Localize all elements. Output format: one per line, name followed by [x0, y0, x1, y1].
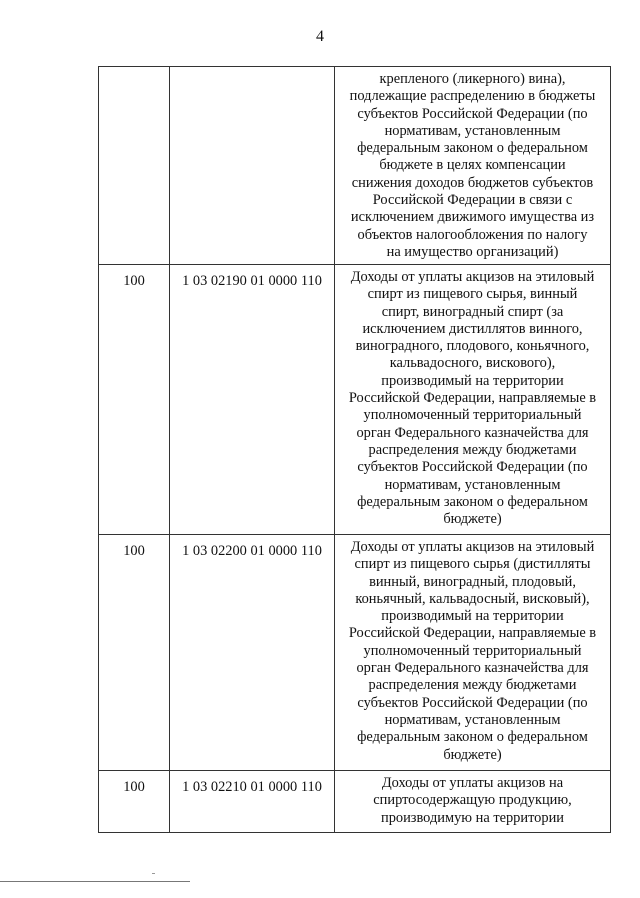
admin-code-cell [99, 535, 170, 771]
admin-code-cell [99, 771, 170, 833]
revenue-description: Доходы от уплаты акцизов на этиловый спирт из пищевого сырья, винный спирт, виноградный спирт (за исключением дистиллятов винного, виноградного, плодового, коньячного, кальвадосного, вискового), производимый на территории Российской Федерации, направляемые в уполномоченный территориальный орган Федерального казначейства для распределения между бюджетами субъектов Российской Федерации (по нормативам, установленным федеральным законом о федеральном бюджете) [348, 269, 597, 528]
budget-code-cell [170, 535, 335, 771]
description-cell [335, 535, 611, 771]
admin-code [99, 67, 169, 75]
revenue-description: Доходы от уплаты акцизов на спиртосодержащую продукцию, производимую на территории [373, 775, 572, 826]
budget-code-cell [170, 771, 335, 833]
description-cell [335, 771, 611, 833]
admin-code-cell [99, 67, 170, 265]
table-row [99, 771, 611, 833]
table-row [99, 67, 611, 265]
admin-code: 100 [123, 273, 145, 289]
admin-code: 100 [123, 543, 145, 559]
scan-speck [152, 873, 155, 874]
admin-code-cell [99, 265, 170, 535]
admin-code: 100 [123, 779, 145, 795]
description-cell [335, 67, 611, 265]
revenue-codes-table [98, 66, 611, 833]
page-number: 4 [316, 28, 324, 45]
revenue-description: крепленого (ликерного) вина), подлежащие распределению в бюджеты субъектов Российской Федерации (по нормативам, установленным федеральным законом о федеральном бюджете в целях компенсации снижения доходов бюджетов субъектов Российской Федерации в связи с исключением движимого имущества из объектов налогообложения по налогу на имущество организаций) [349, 71, 596, 260]
table-row [99, 265, 611, 535]
budget-classification-code: 1 03 02190 01 0000 110 [182, 273, 322, 289]
budget-code-cell [170, 265, 335, 535]
revenue-description: Доходы от уплаты акцизов на этиловый спирт из пищевого сырья (дистилляты винный, виноградный, плодовый, коньячный, кальвадосный, висковый), производимый на территории Российской Федерации, направляемые в уполномоченный территориальный орган Федерального казначейства для распределения между бюджетами субъектов Российской Федерации (по нормативам, установленным федеральным законом о федеральном бюджете) [348, 539, 597, 763]
budget-classification-code: 1 03 02200 01 0000 110 [182, 543, 322, 559]
budget-code-cell [170, 67, 335, 265]
footnote-separator-line [0, 881, 190, 882]
budget-classification-code: 1 03 02210 01 0000 110 [182, 779, 322, 795]
description-cell [335, 265, 611, 535]
table-row [99, 535, 611, 771]
budget-classification-code [170, 67, 334, 75]
